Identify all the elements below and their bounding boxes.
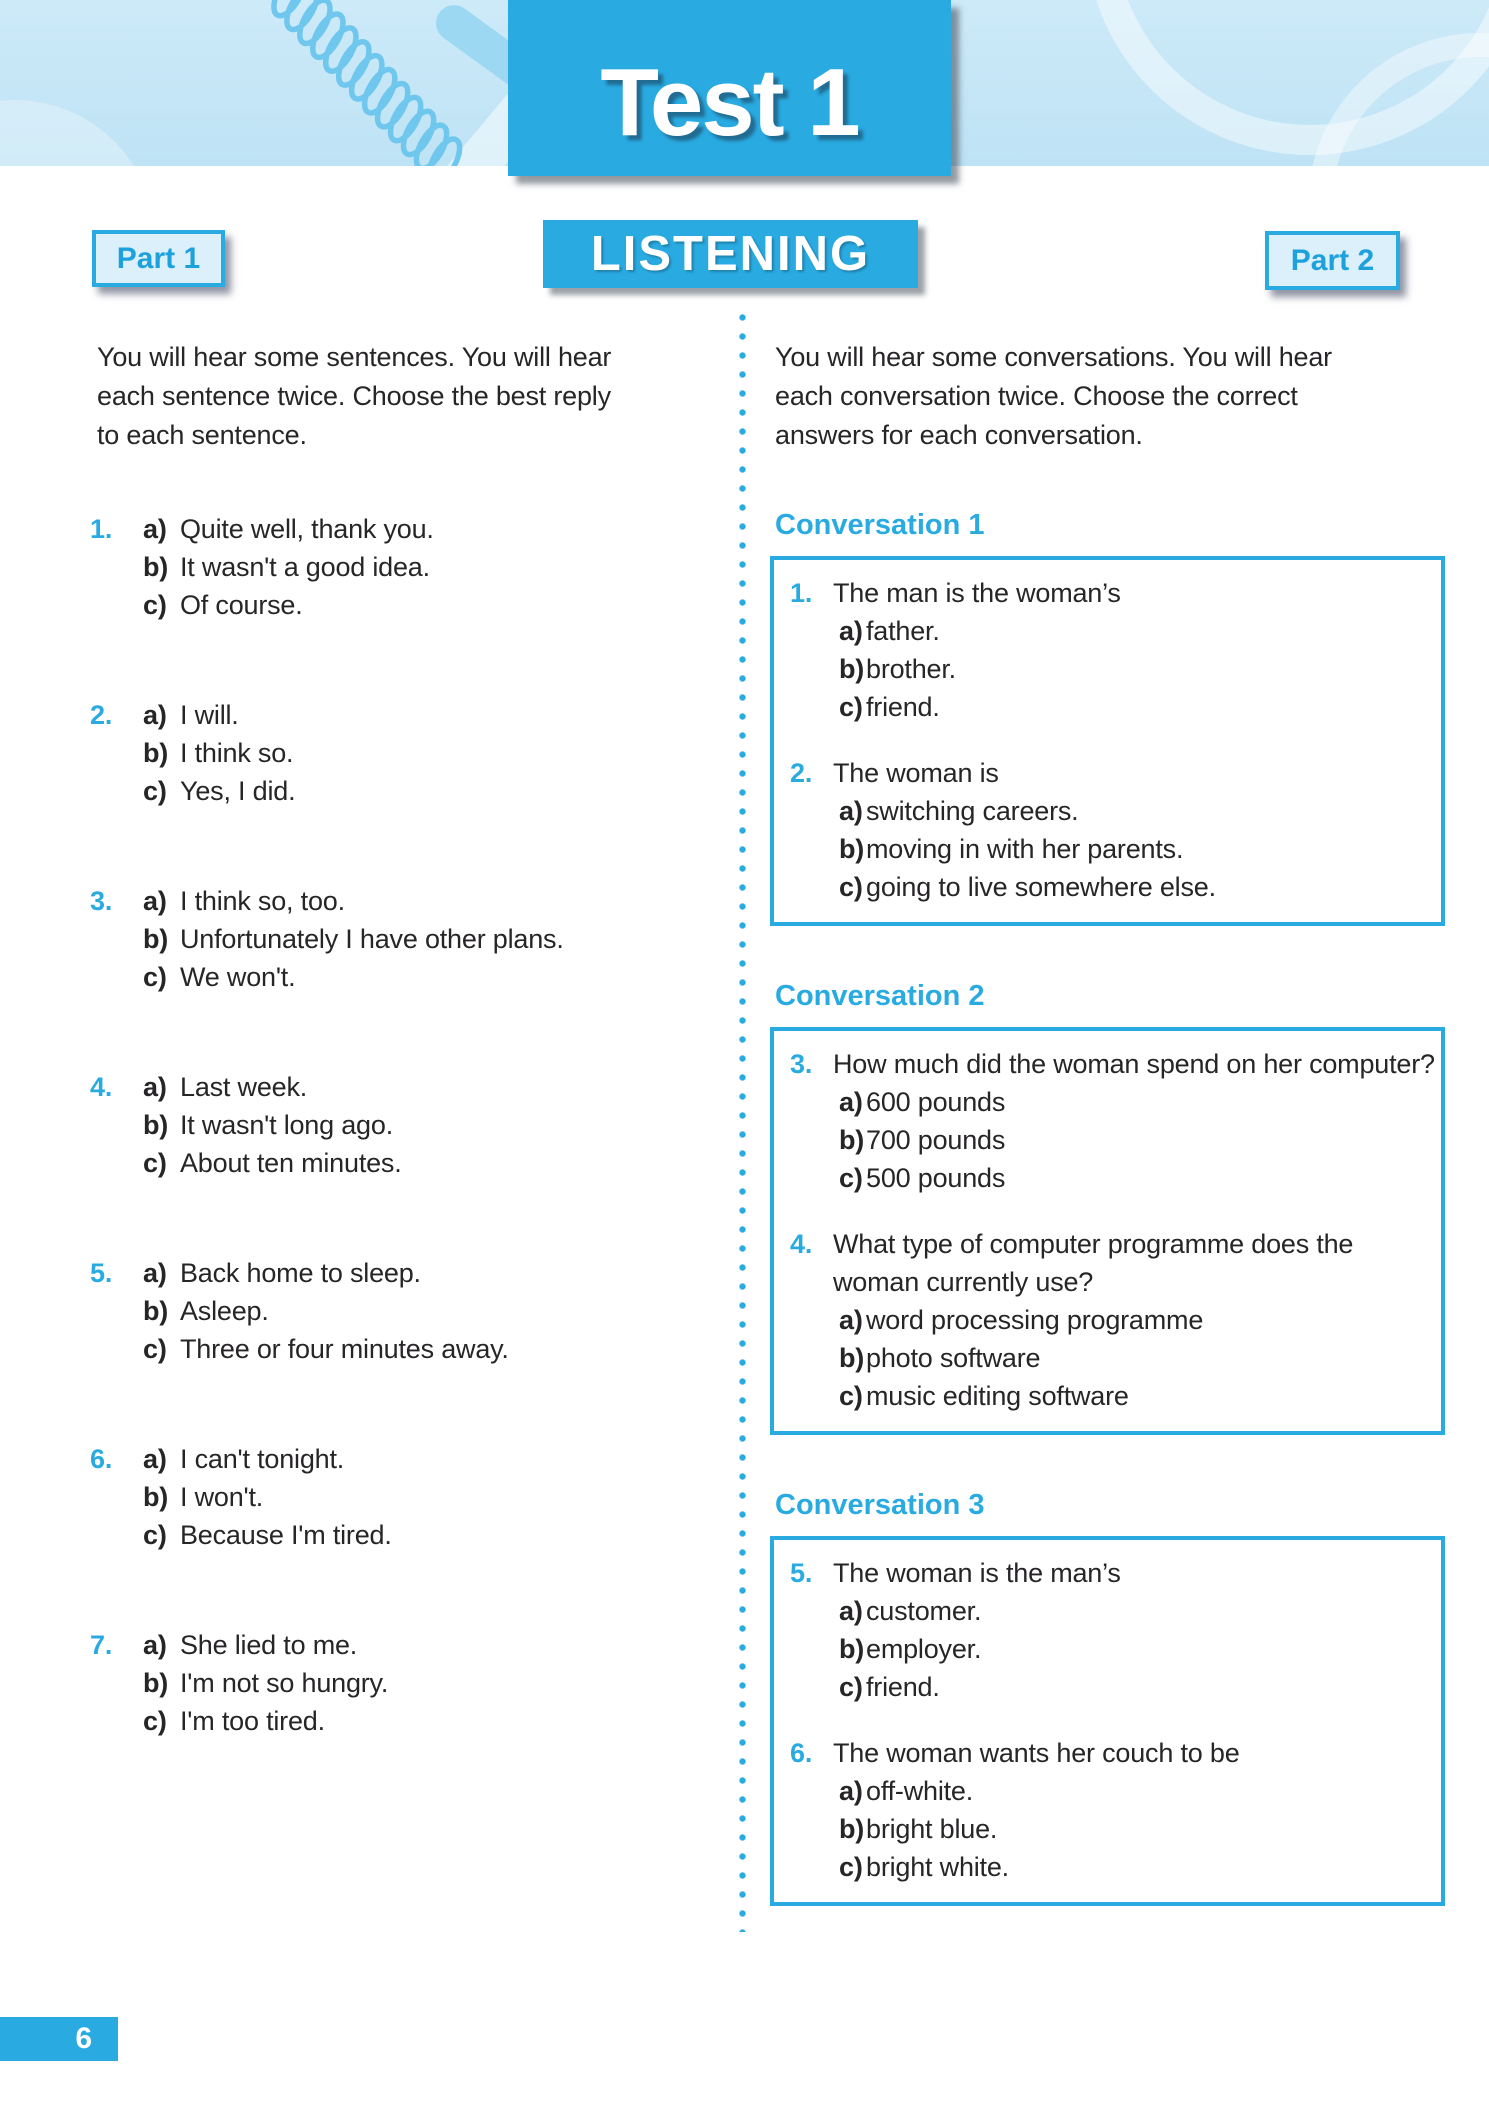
option-letter: b) (143, 552, 169, 582)
conversation-box (770, 1027, 1445, 1435)
listening-banner (543, 220, 918, 288)
option-letter: c) (839, 692, 863, 722)
question-text-line: The woman wants her couch to be (833, 1738, 1240, 1768)
instruction-line: each sentence twice. Choose the best reply (97, 381, 611, 411)
option-text: 600 pounds (866, 1087, 1006, 1117)
option-line (839, 650, 1425, 688)
question-options (839, 1301, 1425, 1415)
option-letter: b) (143, 1482, 169, 1512)
option-letter: b) (839, 834, 865, 864)
option-line (143, 1702, 388, 1740)
part1-instructions (97, 338, 720, 455)
question-item (90, 510, 720, 624)
option-text: I can't tonight. (180, 1444, 345, 1474)
question-text-line: The man is the woman’s (833, 578, 1121, 608)
option-letter: b) (143, 924, 169, 954)
option-text: Back home to sleep. (180, 1258, 421, 1288)
instruction-line: You will hear some sentences. You will hear (97, 342, 612, 372)
option-text: We won't. (180, 962, 296, 992)
question-text-line: woman currently use? (833, 1267, 1094, 1297)
option-text: 700 pounds (866, 1125, 1006, 1155)
option-line (143, 1068, 402, 1106)
question-item (790, 1225, 1425, 1415)
conversation-title: Conversation 1 (775, 509, 985, 541)
question-number: 1. (90, 514, 113, 544)
question-options (839, 792, 1425, 906)
option-text: off-white. (866, 1776, 974, 1806)
instruction-line: each conversation twice. Choose the correct (775, 381, 1298, 411)
question-text-line: How much did the woman spend on her computer? (833, 1049, 1435, 1079)
option-line (143, 734, 295, 772)
option-line (143, 1664, 388, 1702)
question-options (143, 696, 295, 810)
question-options (143, 882, 564, 996)
option-letter: b) (143, 738, 169, 768)
option-line (143, 772, 295, 810)
option-text: About ten minutes. (180, 1148, 402, 1178)
option-text: bright blue. (866, 1814, 998, 1844)
option-text: Last week. (180, 1072, 308, 1102)
option-line (839, 868, 1425, 906)
option-text: It wasn't long ago. (180, 1110, 393, 1140)
option-line (143, 1516, 392, 1554)
option-text: switching careers. (866, 796, 1079, 826)
option-letter: a) (839, 796, 863, 826)
question-options (143, 1254, 509, 1368)
option-line (143, 1254, 509, 1292)
conversation-title: Conversation 2 (775, 980, 985, 1012)
option-line (143, 920, 564, 958)
question-item (790, 1045, 1435, 1197)
question-options (839, 1592, 1425, 1706)
option-text: friend. (866, 692, 940, 722)
question-item (790, 754, 1425, 906)
option-letter: c) (839, 1163, 863, 1193)
option-letter: a) (143, 514, 167, 544)
option-letter: a) (143, 700, 167, 730)
option-line (143, 548, 434, 586)
question-body (833, 1554, 1425, 1706)
question-number: 6. (790, 1738, 813, 1768)
column-divider (739, 308, 746, 1932)
instruction-line: to each sentence. (97, 420, 307, 450)
conversation-box (770, 556, 1445, 926)
question-text (833, 1045, 1435, 1083)
option-line (143, 1292, 509, 1330)
part2-instructions (775, 338, 1445, 455)
option-text: Because I'm tired. (180, 1520, 392, 1550)
option-line (839, 1159, 1425, 1197)
option-letter: c) (143, 1520, 167, 1550)
question-item (90, 696, 720, 810)
question-number: 6. (90, 1444, 113, 1474)
option-letter: b) (839, 1814, 865, 1844)
option-line (839, 1668, 1425, 1706)
option-letter: c) (143, 1706, 167, 1736)
conversation-box (770, 1536, 1445, 1906)
option-text: I will. (180, 700, 239, 730)
option-letter: c) (839, 1381, 863, 1411)
option-line (839, 792, 1425, 830)
option-line (839, 1810, 1425, 1848)
question-options (143, 1440, 392, 1554)
option-text: bright white. (866, 1852, 1009, 1882)
option-line (143, 1440, 392, 1478)
question-text-line: What type of computer programme does the (833, 1229, 1354, 1259)
question-body (833, 754, 1425, 906)
conversation-section (770, 1489, 1445, 1906)
option-text: Quite well, thank you. (180, 514, 434, 544)
option-line (839, 1121, 1425, 1159)
part2-column (770, 338, 1445, 1906)
option-text: employer. (866, 1634, 982, 1664)
test-title: Test 1 (600, 49, 859, 156)
question-body (833, 574, 1425, 726)
option-letter: a) (839, 616, 863, 646)
option-letter: b) (839, 1634, 865, 1664)
question-text (833, 1225, 1425, 1301)
question-options (839, 1772, 1425, 1886)
option-letter: a) (143, 1630, 167, 1660)
option-line (839, 688, 1425, 726)
option-line (839, 1377, 1425, 1415)
question-text-line: The woman is the man’s (833, 1558, 1121, 1588)
option-letter: a) (839, 1776, 863, 1806)
option-text: photo software (866, 1343, 1041, 1373)
option-line (143, 1330, 509, 1368)
option-letter: c) (143, 776, 167, 806)
option-letter: b) (839, 1343, 865, 1373)
part1-column (90, 338, 720, 1812)
part1-badge (92, 230, 225, 287)
question-number: 4. (90, 1072, 113, 1102)
option-line (839, 1592, 1425, 1630)
question-number: 4. (790, 1229, 813, 1259)
option-letter: c) (143, 1334, 167, 1364)
option-line (839, 1301, 1425, 1339)
option-text: Yes, I did. (180, 776, 296, 806)
option-letter: b) (839, 654, 865, 684)
option-letter: a) (839, 1087, 863, 1117)
option-text: brother. (866, 654, 956, 684)
part1-questions (90, 510, 720, 1740)
option-letter: b) (143, 1296, 169, 1326)
question-item (90, 1068, 720, 1182)
option-line (143, 1106, 402, 1144)
part2-badge (1265, 231, 1400, 290)
test-title-banner (508, 0, 951, 176)
option-text: I won't. (180, 1482, 264, 1512)
question-text (833, 1734, 1425, 1772)
option-text: going to live somewhere else. (866, 872, 1216, 902)
question-number: 1. (790, 578, 813, 608)
question-text (833, 1554, 1425, 1592)
page-number-tab (0, 2017, 118, 2061)
swirl-arc (1100, 0, 1489, 140)
question-text (833, 574, 1425, 612)
conversation-title: Conversation 3 (775, 1489, 985, 1521)
option-text: It wasn't a good idea. (180, 552, 430, 582)
option-line (143, 882, 564, 920)
question-body (833, 1045, 1435, 1197)
option-line (143, 958, 564, 996)
option-letter: a) (839, 1305, 863, 1335)
option-line (143, 696, 295, 734)
question-item (90, 882, 720, 996)
question-item (790, 574, 1425, 726)
question-text (833, 754, 1425, 792)
question-options (143, 510, 434, 624)
question-number: 3. (90, 886, 113, 916)
option-letter: c) (143, 590, 167, 620)
option-line (839, 1848, 1425, 1886)
instruction-line: answers for each conversation. (775, 420, 1143, 450)
question-text-line: The woman is (833, 758, 999, 788)
question-body (833, 1225, 1425, 1415)
option-text: 500 pounds (866, 1163, 1006, 1193)
option-letter: a) (839, 1596, 863, 1626)
option-letter: c) (839, 1852, 863, 1882)
option-text: I think so, too. (180, 886, 345, 916)
option-text: I'm not so hungry. (180, 1668, 389, 1698)
option-line (143, 586, 434, 624)
conversation-section (770, 980, 1445, 1435)
option-text: friend. (866, 1672, 940, 1702)
question-item (90, 1626, 720, 1740)
option-line (839, 1630, 1425, 1668)
question-number: 2. (790, 758, 813, 788)
question-options (143, 1068, 402, 1182)
option-text: Asleep. (180, 1296, 269, 1326)
option-letter: a) (143, 1258, 167, 1288)
option-letter: c) (839, 1672, 863, 1702)
option-letter: a) (143, 1072, 167, 1102)
option-letter: c) (143, 1148, 167, 1178)
option-letter: c) (143, 962, 167, 992)
option-text: I think so. (180, 738, 294, 768)
question-number: 3. (790, 1049, 813, 1079)
option-letter: a) (143, 886, 167, 916)
option-letter: b) (143, 1110, 169, 1140)
option-line (143, 510, 434, 548)
option-text: word processing programme (866, 1305, 1204, 1335)
option-line (839, 830, 1425, 868)
option-line (143, 1626, 388, 1664)
question-item (90, 1440, 720, 1554)
question-item (90, 1254, 720, 1368)
option-letter: b) (143, 1668, 169, 1698)
option-text: Three or four minutes away. (180, 1334, 509, 1364)
part1-label: Part 1 (116, 241, 201, 275)
conversation-section (770, 509, 1445, 926)
part2-conversations (770, 509, 1445, 1906)
option-letter: c) (839, 872, 863, 902)
question-item (790, 1554, 1425, 1706)
option-line (839, 1339, 1425, 1377)
question-item (790, 1734, 1425, 1886)
question-number: 2. (90, 700, 113, 730)
option-line (839, 1083, 1425, 1121)
option-line (143, 1144, 402, 1182)
question-number: 7. (90, 1630, 113, 1660)
section-title: LISTENING (590, 227, 871, 281)
option-text: music editing software (866, 1381, 1129, 1411)
question-options (839, 1083, 1425, 1197)
option-text: father. (866, 616, 940, 646)
question-number: 5. (90, 1258, 113, 1288)
option-line (839, 1772, 1425, 1810)
option-line (839, 612, 1425, 650)
question-number: 5. (790, 1558, 813, 1588)
option-letter: a) (143, 1444, 167, 1474)
option-text: moving in with her parents. (866, 834, 1184, 864)
question-options (839, 612, 1425, 726)
question-body (833, 1734, 1425, 1886)
part2-label: Part 2 (1290, 243, 1375, 277)
instruction-line: You will hear some conversations. You will hear (775, 342, 1332, 372)
option-text: Of course. (180, 590, 303, 620)
question-options (143, 1626, 388, 1740)
option-line (143, 1478, 392, 1516)
page-number: 6 (75, 2022, 92, 2055)
option-letter: b) (839, 1125, 865, 1155)
option-text: She lied to me. (180, 1630, 358, 1660)
option-text: customer. (866, 1596, 982, 1626)
option-text: Unfortunately I have other plans. (180, 924, 564, 954)
option-text: I'm too tired. (180, 1706, 325, 1736)
swirl-blob (0, 100, 155, 166)
